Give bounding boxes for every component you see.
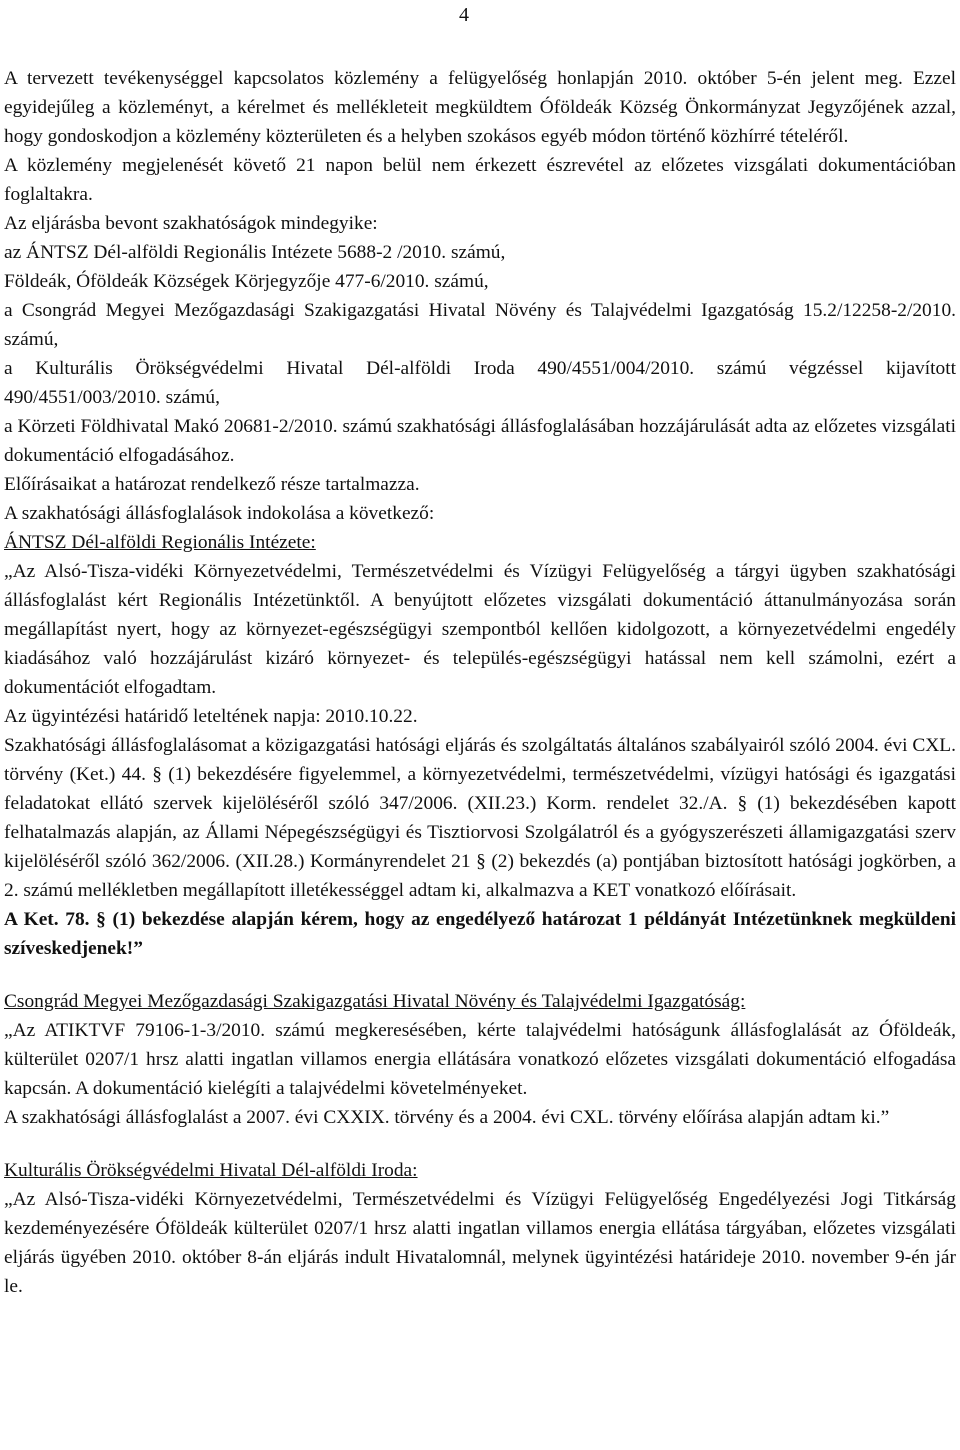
antsz-paragraph-1: „Az Alsó-Tisza-vidéki Környezetvédelmi, Természetvédelmi és Vízügyi Felügyelőség a tárgyi ügyben szakhatósági állásfoglalást kért Regionális Intézetünktől. A benyújtott előzetes vizsgálati dokumentáció áttanulmányozása során megállapítást nyert, hogy az környezet-egészségügyi szempontból kellően kidolgozott, a környezetvédelmi engedély kiadásához való hozzájárulást kizáró környezet- és település-egészségügyi hatással nem kell számolni, ezért a dokumentációt elfogadtam.: [4, 561, 956, 698]
antsz-paragraph-3: Szakhatósági állásfoglalásomat a közigazgatási hatósági eljárás és szolgáltatás általános szabályairól szóló 2004. évi CXL. törvény (Ket.) 44. § (1) bekezdésére figyelemmel, a környezetvédelmi, természetvédelmi, vízügyi hatósági és igazgatási feladatokat ellátó szervek kijelöléséről szóló 347/2006. (XII.23.) Korm. rendelet 32./A. § (1) bekezdésében kapott felhatalmazás alapján, az Állami Népegészségügyi és Tisztiorvosi Szolgálatról és a gyógyszerészeti államigazgatási szerv kijelöléséről szóló 362/2006. (XII.28.) Kormányrendelet 21 § (2) bekezdés (a) pontjában biztosított hatósági jogkörben, a 2. számú mellékletben megállapított illetékességgel adtam ki, alkalmazva a KET vonatkozó előírásait.: [4, 735, 956, 901]
intro-paragraph-1: A tervezett tevékenységgel kapcsolatos közlemény a felügyelőség honlapján 2010. október 5-én jelent meg. Ezzel egyidejűleg a közleményt, a kérelmet és mellékleteit megküldtem Óföldeák Község Önkormányzat Jegyzőjének azzal, hogy gondoskodjon a közlemény közterületen és a helyben szokásos egyéb módon történő közhírré tételéről.: [4, 68, 956, 147]
authorities-intro: Az eljárásba bevont szakhatóságok mindegyike:: [4, 213, 378, 234]
antsz-heading: ÁNTSZ Dél-alföldi Regionális Intézete:: [4, 532, 316, 553]
authority-item: Földeák, Óföldeák Községek Körjegyzője 477-6/2010. számú,: [4, 271, 489, 292]
authority-item: az ÁNTSZ Dél-alföldi Regionális Intézete 5688-2 /2010. számú,: [4, 242, 506, 263]
authority-item: a Körzeti Földhivatal Makó 20681-2/2010. számú szakhatósági állásfoglalásában hozzájárulását adta az előzetes vizsgálati dokumentáció elfogadásához.: [4, 416, 956, 466]
prescriptions-note: Előírásaikat a határozat rendelkező része tartalmazza.: [4, 474, 420, 495]
antsz-request: A Ket. 78. § (1) bekezdése alapján kérem, hogy az engedélyező határozat 1 példányát Intézetünknek megküldeni szíveskedjenek!”: [4, 909, 956, 959]
antsz-deadline: Az ügyintézési határidő leteltének napja: 2010.10.22.: [4, 706, 418, 727]
csongrad-heading: Csongrád Megyei Mezőgazdasági Szakigazgatási Hivatal Növény és Talajvédelmi Igazgatóság:: [4, 991, 746, 1012]
intro-paragraph-2: A közlemény megjelenését követő 21 napon belül nem érkezett észrevétel az előzetes vizsgálati dokumentációban foglaltakra.: [4, 155, 956, 205]
kulturalis-paragraph-1: „Az Alsó-Tisza-vidéki Környezetvédelmi, Természetvédelmi és Vízügyi Felügyelőség Engedélyezési Jogi Titkárság kezdeményezésére Óföldeák külterület 0207/1 hrsz alatti ingatlan villamos energia ellátása tárgyában, előzetes vizsgálati eljárás ügyében 2010. október 8-án eljárás indult Hivatalomnál, melynek ügyintézési határideje 2010. november 9-én jár le.: [4, 1189, 956, 1297]
justification-intro: A szakhatósági állásfoglalások indokolása a következő:: [4, 503, 435, 524]
authority-item: a Kulturális Örökségvédelmi Hivatal Dél-alföldi Iroda 490/4551/004/2010. számú végzéssel kijavított 490/4551/003/2010. számú,: [4, 358, 956, 408]
page-number: 4: [459, 4, 469, 26]
csongrad-paragraph-1: „Az ATIKTVF 79106-1-3/2010. számú megkeresésében, kérte talajvédelmi hatóságunk állásfoglalását az Óföldeák, külterület 0207/1 hrsz alatti ingatlan villamos energia ellátására vonatkozó előzetes vizsgálati dokumentáció elfogadása kapcsán. A dokumentáció kielégíti a talajvédelmi követelményeket.: [4, 1020, 956, 1099]
authority-item: a Csongrád Megyei Mezőgazdasági Szakigazgatási Hivatal Növény és Talajvédelmi Igazgatóság 15.2/12258-2/2010. számú,: [4, 300, 956, 350]
csongrad-paragraph-2: A szakhatósági állásfoglalást a 2007. évi CXXIX. törvény és a 2004. évi CXL. törvény előírása alapján adtam ki.”: [4, 1107, 890, 1128]
kulturalis-heading: Kulturális Örökségvédelmi Hivatal Dél-alföldi Iroda:: [4, 1160, 418, 1181]
document-body: [4, 64, 956, 1301]
